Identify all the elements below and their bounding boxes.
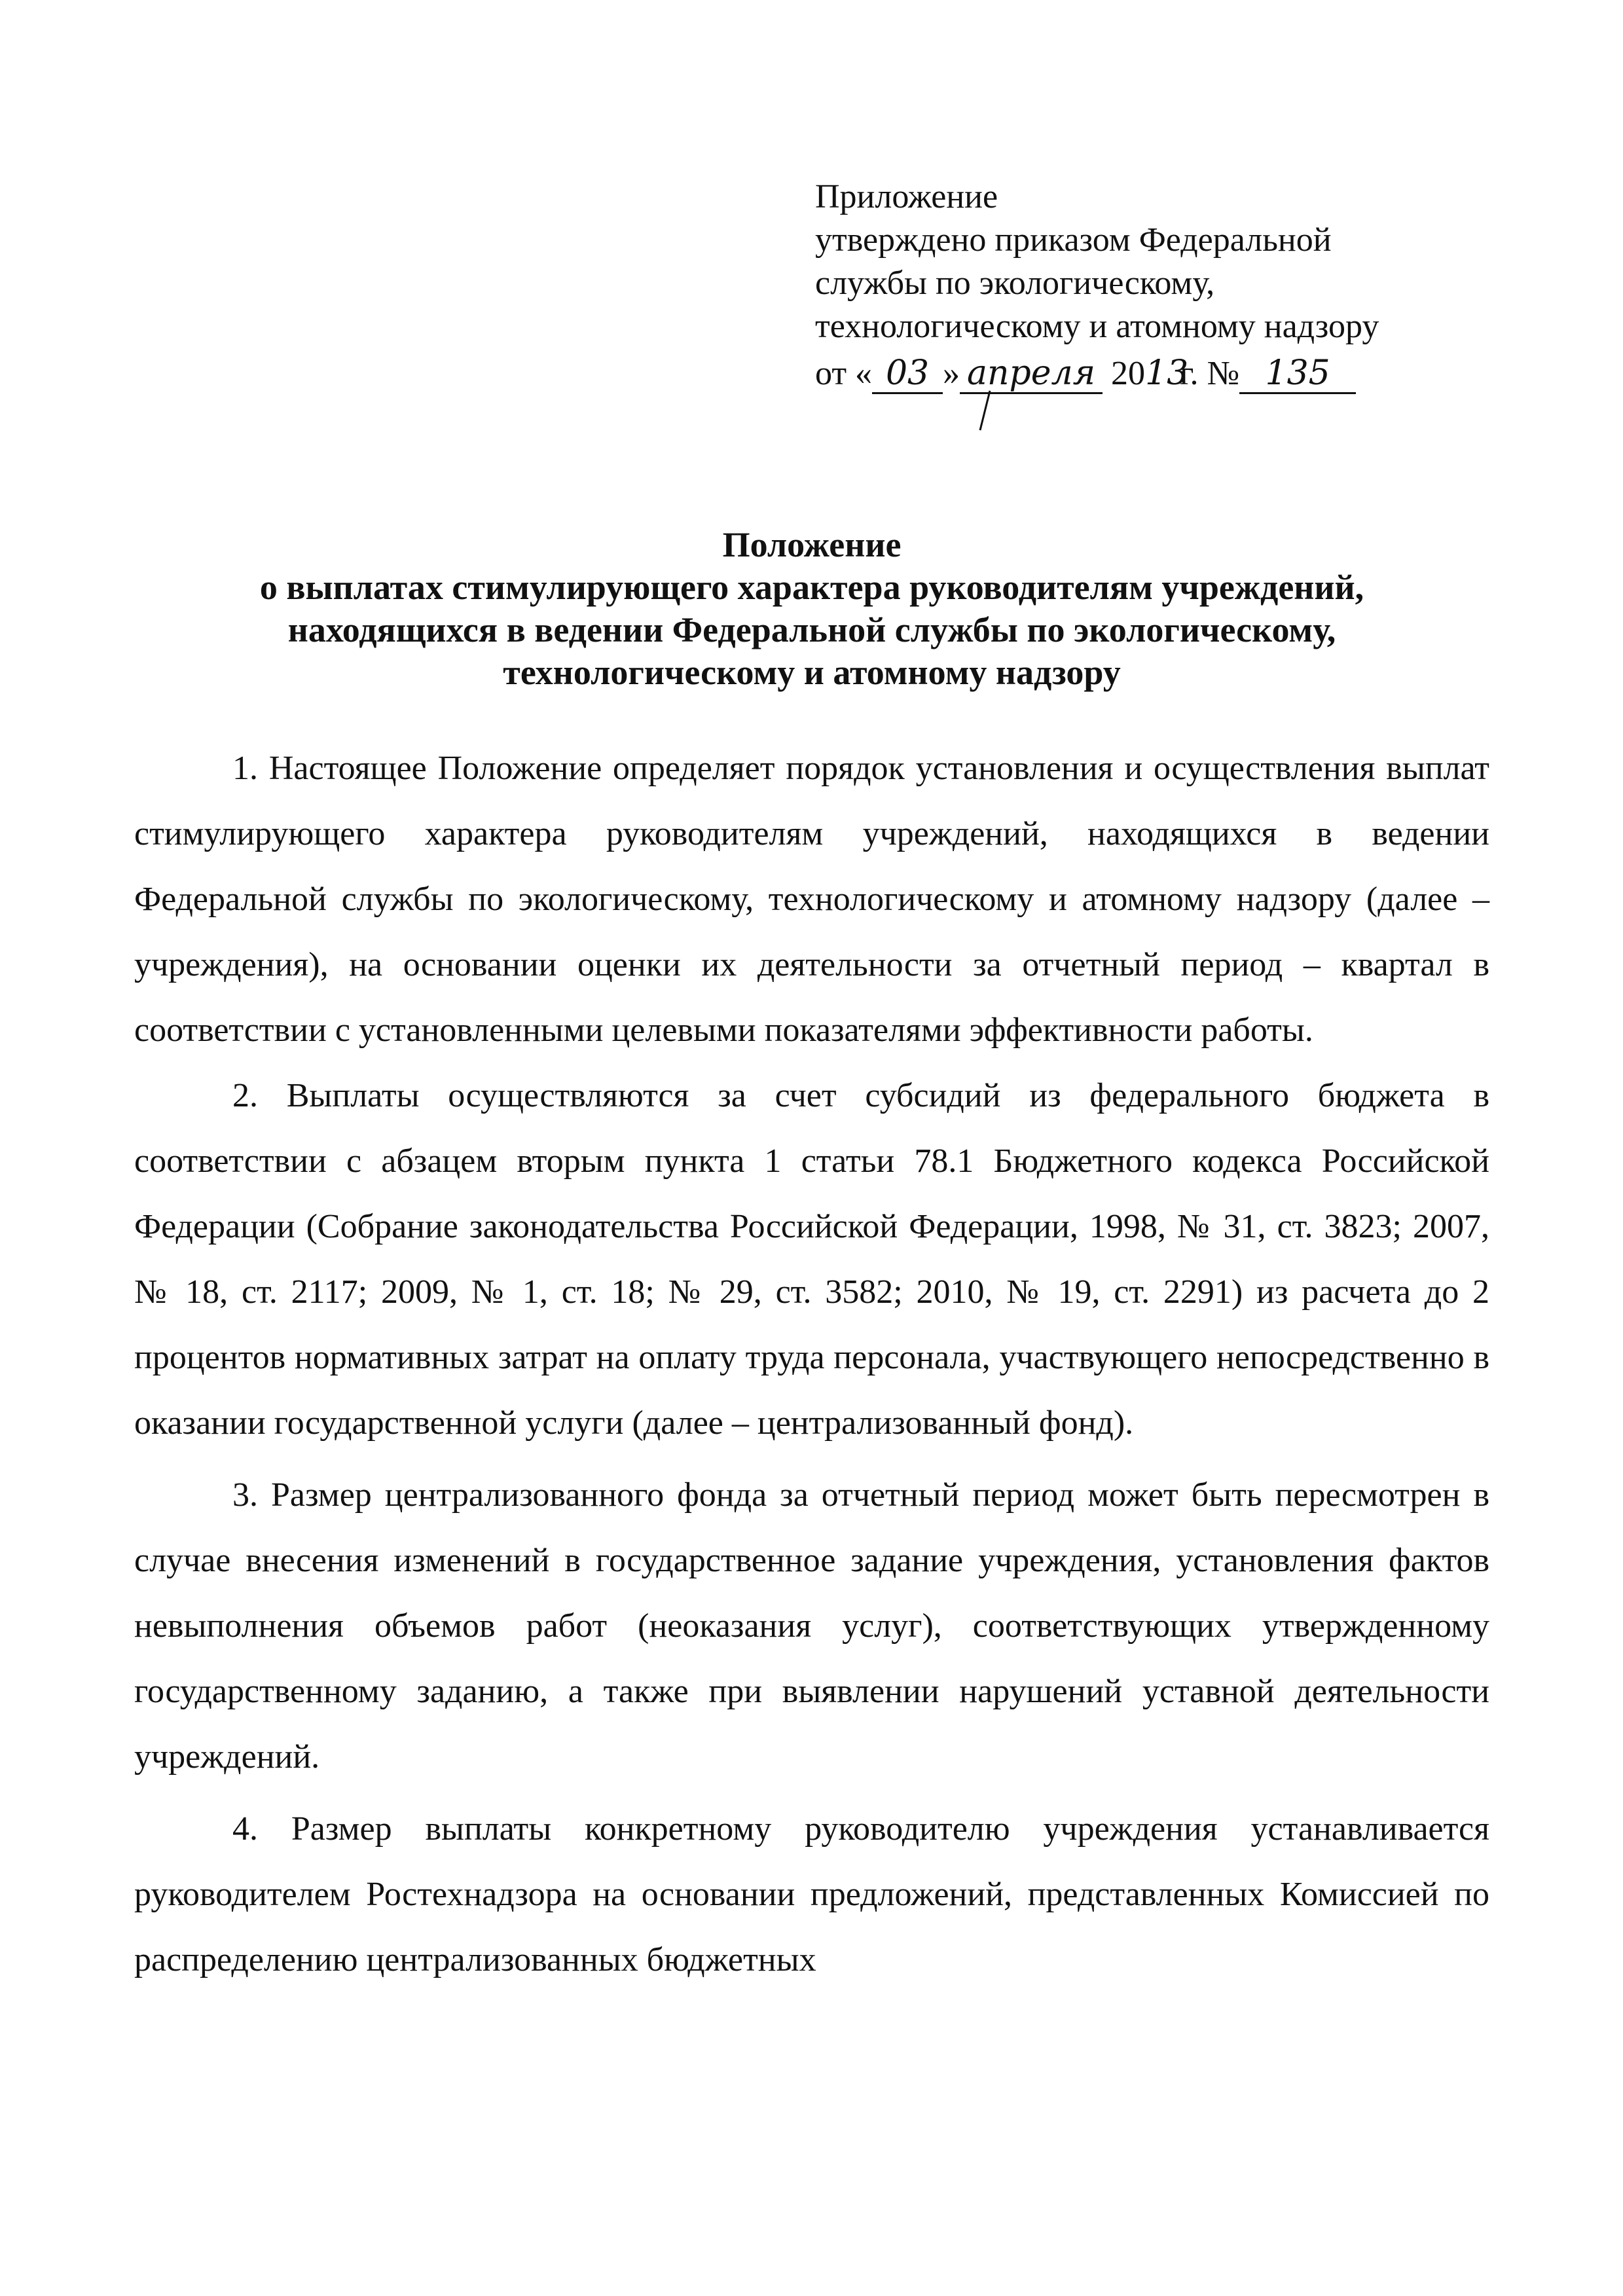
approval-line: технологическому и атомному надзору — [815, 308, 1379, 345]
approval-heading: Приложение — [815, 178, 998, 215]
approval-line: службы по экологическому, — [815, 264, 1215, 302]
handwritten-day: 03 — [872, 354, 943, 394]
approval-date-line — [815, 352, 1535, 395]
paragraph-2: 2. Выплаты осуществляются за счет субсидий из федерального бюджета в соответствии с абзацем вторым пункта 1 статьи 78.1 Бюджетного кодекса Российской Федерации (Собрание законодательства Российской Федерации, 1998, № 31, ст. 3823; 2007, № 18, ст. 2117; 2009, № 1, ст. 18; № 29, ст. 3582; 2010, № 19, ст. 2291) из расчета до 2 процентов нормативных затрат на оплату труда персонала, участвующего непосредственно в оказании государственной услуги (далее – централизованный фонд). — [134, 1077, 1489, 1442]
title-line: технологическому и атомному надзору — [503, 653, 1121, 692]
date-prefix: от « — [815, 355, 873, 392]
approval-line: утверждено приказом Федеральной — [815, 221, 1332, 259]
signature-stroke — [979, 391, 991, 431]
document-body — [134, 736, 1489, 1993]
paragraph-1: 1. Настоящее Положение определяет порядок установления и осуществления выплат стимулирующего характера руководителям учреждений, находящихся в ведении Федеральной службы по экологическому, технологическому и атомному надзору (далее – учреждения), на основании оценки их деятельности за отчетный период – квартал в соответствии с установленными целевыми показателями эффективности работы. — [134, 750, 1489, 1049]
paragraph-4: 4. Размер выплаты конкретному руководителю учреждения устанавливается руководителем Ростехнадзора на основании предложений, представленных Комиссией по распределению централизованных бюджетных — [134, 1810, 1489, 1978]
handwritten-month: апреля — [960, 354, 1103, 394]
title-line: о выплатах стимулирующего характера руководителям учреждений, — [259, 568, 1364, 607]
approval-block — [815, 175, 1535, 395]
title-line: находящихся в ведении Федеральной службы по экологическому, — [287, 610, 1336, 649]
handwritten-year: 13 — [1145, 354, 1189, 393]
year-prefix: 20 — [1111, 355, 1146, 392]
handwritten-order-number: 135 — [1239, 354, 1356, 394]
title-line: Положение — [722, 525, 902, 564]
number-label: г. № — [1180, 355, 1240, 392]
date-close-quote: » — [943, 355, 960, 392]
paragraph-3: 3. Размер централизованного фонда за отчетный период может быть пересмотрен в случае внесения изменений в государственное задание учреждения, установления фактов невыполнения объемов работ (неоказания услуг), соответствующих утвержденному государственному заданию, а также при выявлении нарушений уставной деятельности учреждений. — [134, 1476, 1489, 1776]
document-title — [131, 524, 1493, 694]
